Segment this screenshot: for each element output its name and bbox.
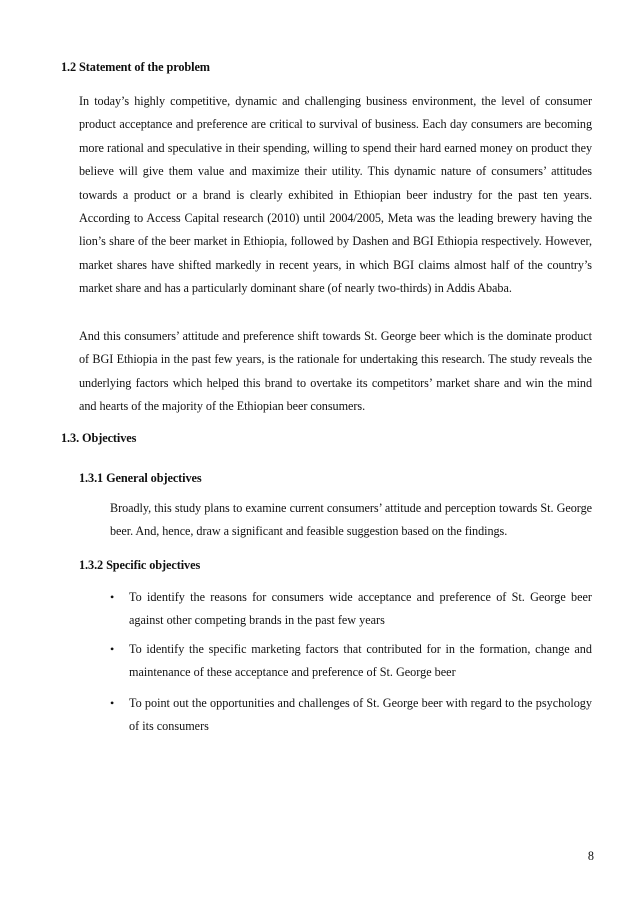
problem-paragraph-2: And this consumers’ attitude and preference shift towards St. George beer which is the dominate product of BGI Ethiopia in the past few years, is the rationale for undertaking this research. The study reveals the underlying factors which helped this brand to overtake its competitors’ market share and win the mind and hearts of the majority of the Ethiopian beer consumers. [79,329,592,414]
section-1-2-heading: 1.2 Statement of the problem [61,60,210,74]
bullet-icon: • [110,642,115,656]
general-objectives-text: Broadly, this study plans to examine current consumers’ attitude and perception towards St. George beer. And, hence, draw a significant and feasible suggestion based on the findings. [110,501,592,539]
page-number: 8 [587,849,594,863]
section-1-3-heading: 1.3. Objectives [61,431,137,445]
specific-objectives-heading: 1.3.2 Specific objectives [79,558,201,572]
specific-objective-text: To identify the specific marketing factors that contributed for in the formation, change and maintenance of these acceptance and preference of St. George beer [129,642,592,680]
general-objectives-heading: 1.3.1 General objectives [79,471,202,485]
problem-paragraph-1: In today’s highly competitive, dynamic and challenging business environment, the level of consumer product acceptance and preference are critical to survival of business. Each day consumers are becoming more rational and speculative in their spending, willing to spend their hard earned money on product they believe will give them value and maximize their utility. This dynamic nature of consumers’ attitudes towards a product or a brand is clearly exhibited in Ethiopian beer industry for the past ten years. According to Access Capital research (2010) until 2004/2005, Meta was the leading brewery having the lion’s share of the beer market in Ethiopia, followed by Dashen and BGI Ethiopia respectively. However, market shares have shifted markedly in recent years, in which BGI claims almost half of the country’s market share and has a particularly dominant share (of nearly two-thirds) in Addis Ababa. [79,94,592,296]
bullet-icon: • [110,696,115,710]
specific-objective-text: To point out the opportunities and challenges of St. George beer with regard to the psychology of its consumers [129,696,592,734]
bullet-icon: • [110,590,115,604]
specific-objective-text: To identify the reasons for consumers wide acceptance and preference of St. George beer against other competing brands in the past few years [129,590,592,628]
